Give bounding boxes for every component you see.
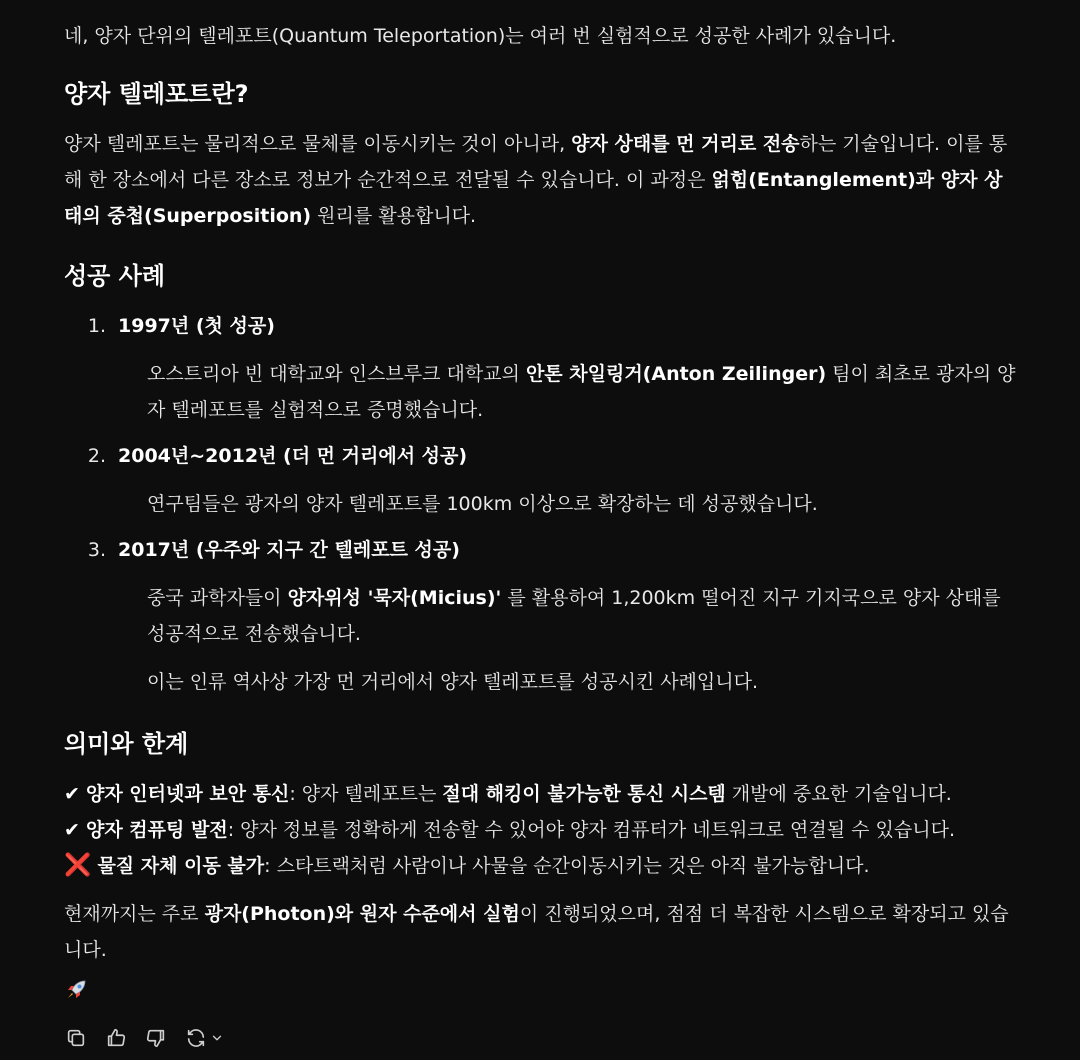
item-text <box>147 580 1016 652</box>
bold-text: 양자 상태를 먼 거리로 전송 <box>571 133 800 155</box>
heading-success-cases: 성공 사례 <box>64 262 166 290</box>
text: 중국 과학자들이 <box>147 587 288 609</box>
text: 원리를 활용합니다. <box>311 205 477 227</box>
thumbs-down-icon <box>145 1027 167 1049</box>
text: 하는 기술입니다. 이를 통해 한 장소에서 다른 장소로 정보가 순간적으로 전달될 수 있습니다. 이 과정은 <box>64 133 1008 191</box>
bold-text: 양자 인터넷과 보안 통신 <box>85 783 290 805</box>
copy-button[interactable] <box>64 1026 88 1050</box>
text: 를 활용하여 1,200km 떨어진 지구 기지국으로 양자 상태를 성공적으로 전송했습니다. <box>147 587 1001 645</box>
check-line <box>64 776 1016 812</box>
text: : 스타트랙처럼 사람이나 사물을 순간이동시키는 것은 아직 불가능합니다. <box>264 855 870 877</box>
check-mark-icon: ✔ <box>64 819 80 841</box>
item-text: 연구팀들은 광자의 양자 텔레포트를 100km 이상으로 확장하는 데 성공했습니다. <box>147 493 818 515</box>
regenerate-button[interactable] <box>184 1026 224 1050</box>
heading-what-is: 양자 텔레포트란? <box>64 80 249 108</box>
text: 현재까지는 주로 <box>64 903 205 925</box>
list-item <box>64 308 1016 428</box>
chevron-down-icon[interactable] <box>210 1031 224 1045</box>
definition-paragraph <box>64 126 1016 234</box>
bold-text: 안톤 차일링거(Anton Zeilinger) <box>525 363 827 385</box>
item-title: 1997년 (첫 성공) <box>118 315 275 337</box>
message-actions <box>64 1026 1016 1050</box>
check-line <box>64 812 1016 848</box>
bold-text: 양자위성 '묵자(Micius)' <box>287 587 502 609</box>
bold-text: 절대 해킹이 불가능한 통신 시스템 <box>442 783 726 805</box>
item-title: 2017년 (우주와 지구 간 텔레포트 성공) <box>118 539 460 561</box>
item-text: 이는 인류 역사상 가장 먼 거리에서 양자 텔레포트를 성공시킨 사례입니다. <box>147 671 759 693</box>
bold-text: 물질 자체 이동 불가 <box>97 855 265 877</box>
dislike-button[interactable] <box>144 1026 168 1050</box>
bold-text: 양자 컴퓨팅 발전 <box>85 819 228 841</box>
thumbs-up-icon <box>105 1027 127 1049</box>
success-list <box>64 308 1016 700</box>
cross-line <box>64 848 1016 884</box>
bold-text: 광자(Photon)와 원자 수준에서 실험 <box>204 903 520 925</box>
closing-paragraph <box>64 896 1016 1004</box>
bold-text: 얽힘(Entanglement)과 양자 상태의 중첩(Superposition) <box>64 169 1003 227</box>
regenerate-icon <box>185 1027 207 1049</box>
text: 양자 텔레포트는 물리적으로 물체를 이동시키는 것이 아니라, <box>64 133 572 155</box>
item-text <box>147 356 1016 428</box>
heading-meaning-limits: 의미와 한계 <box>64 730 189 758</box>
list-item <box>64 532 1016 700</box>
intro-text: 네, 양자 단위의 텔레포트(Quantum Teleportation)는 여러 번 실험적으로 성공한 사례가 있습니다. <box>64 25 897 47</box>
copy-icon <box>65 1027 87 1049</box>
text: 개발에 중요한 기술입니다. <box>725 783 952 805</box>
check-mark-icon: ✔ <box>64 783 80 805</box>
list-item <box>64 438 1016 522</box>
text: 오스트리아 빈 대학교와 인스브루크 대학교의 <box>147 363 526 385</box>
text: : 양자 정보를 정확하게 전송할 수 있어야 양자 컴퓨터가 네트워크로 연결될 수 있습니다. <box>227 819 955 841</box>
cross-mark-icon: ❌ <box>64 853 92 878</box>
text: 팀이 최초로 광자의 양자 텔레포트를 실험적으로 증명했습니다. <box>147 363 1016 421</box>
item-number: 2. <box>87 445 106 467</box>
text: 이 진행되었으며, 점점 더 복잡한 시스템으로 확장되고 있습니다. <box>64 903 1009 961</box>
like-button[interactable] <box>104 1026 128 1050</box>
item-number: 1. <box>87 315 106 337</box>
rocket-icon <box>64 976 90 1002</box>
item-title: 2004년~2012년 (더 먼 거리에서 성공) <box>118 445 468 467</box>
text: : 양자 텔레포트는 <box>289 783 443 805</box>
item-number: 3. <box>87 539 106 561</box>
